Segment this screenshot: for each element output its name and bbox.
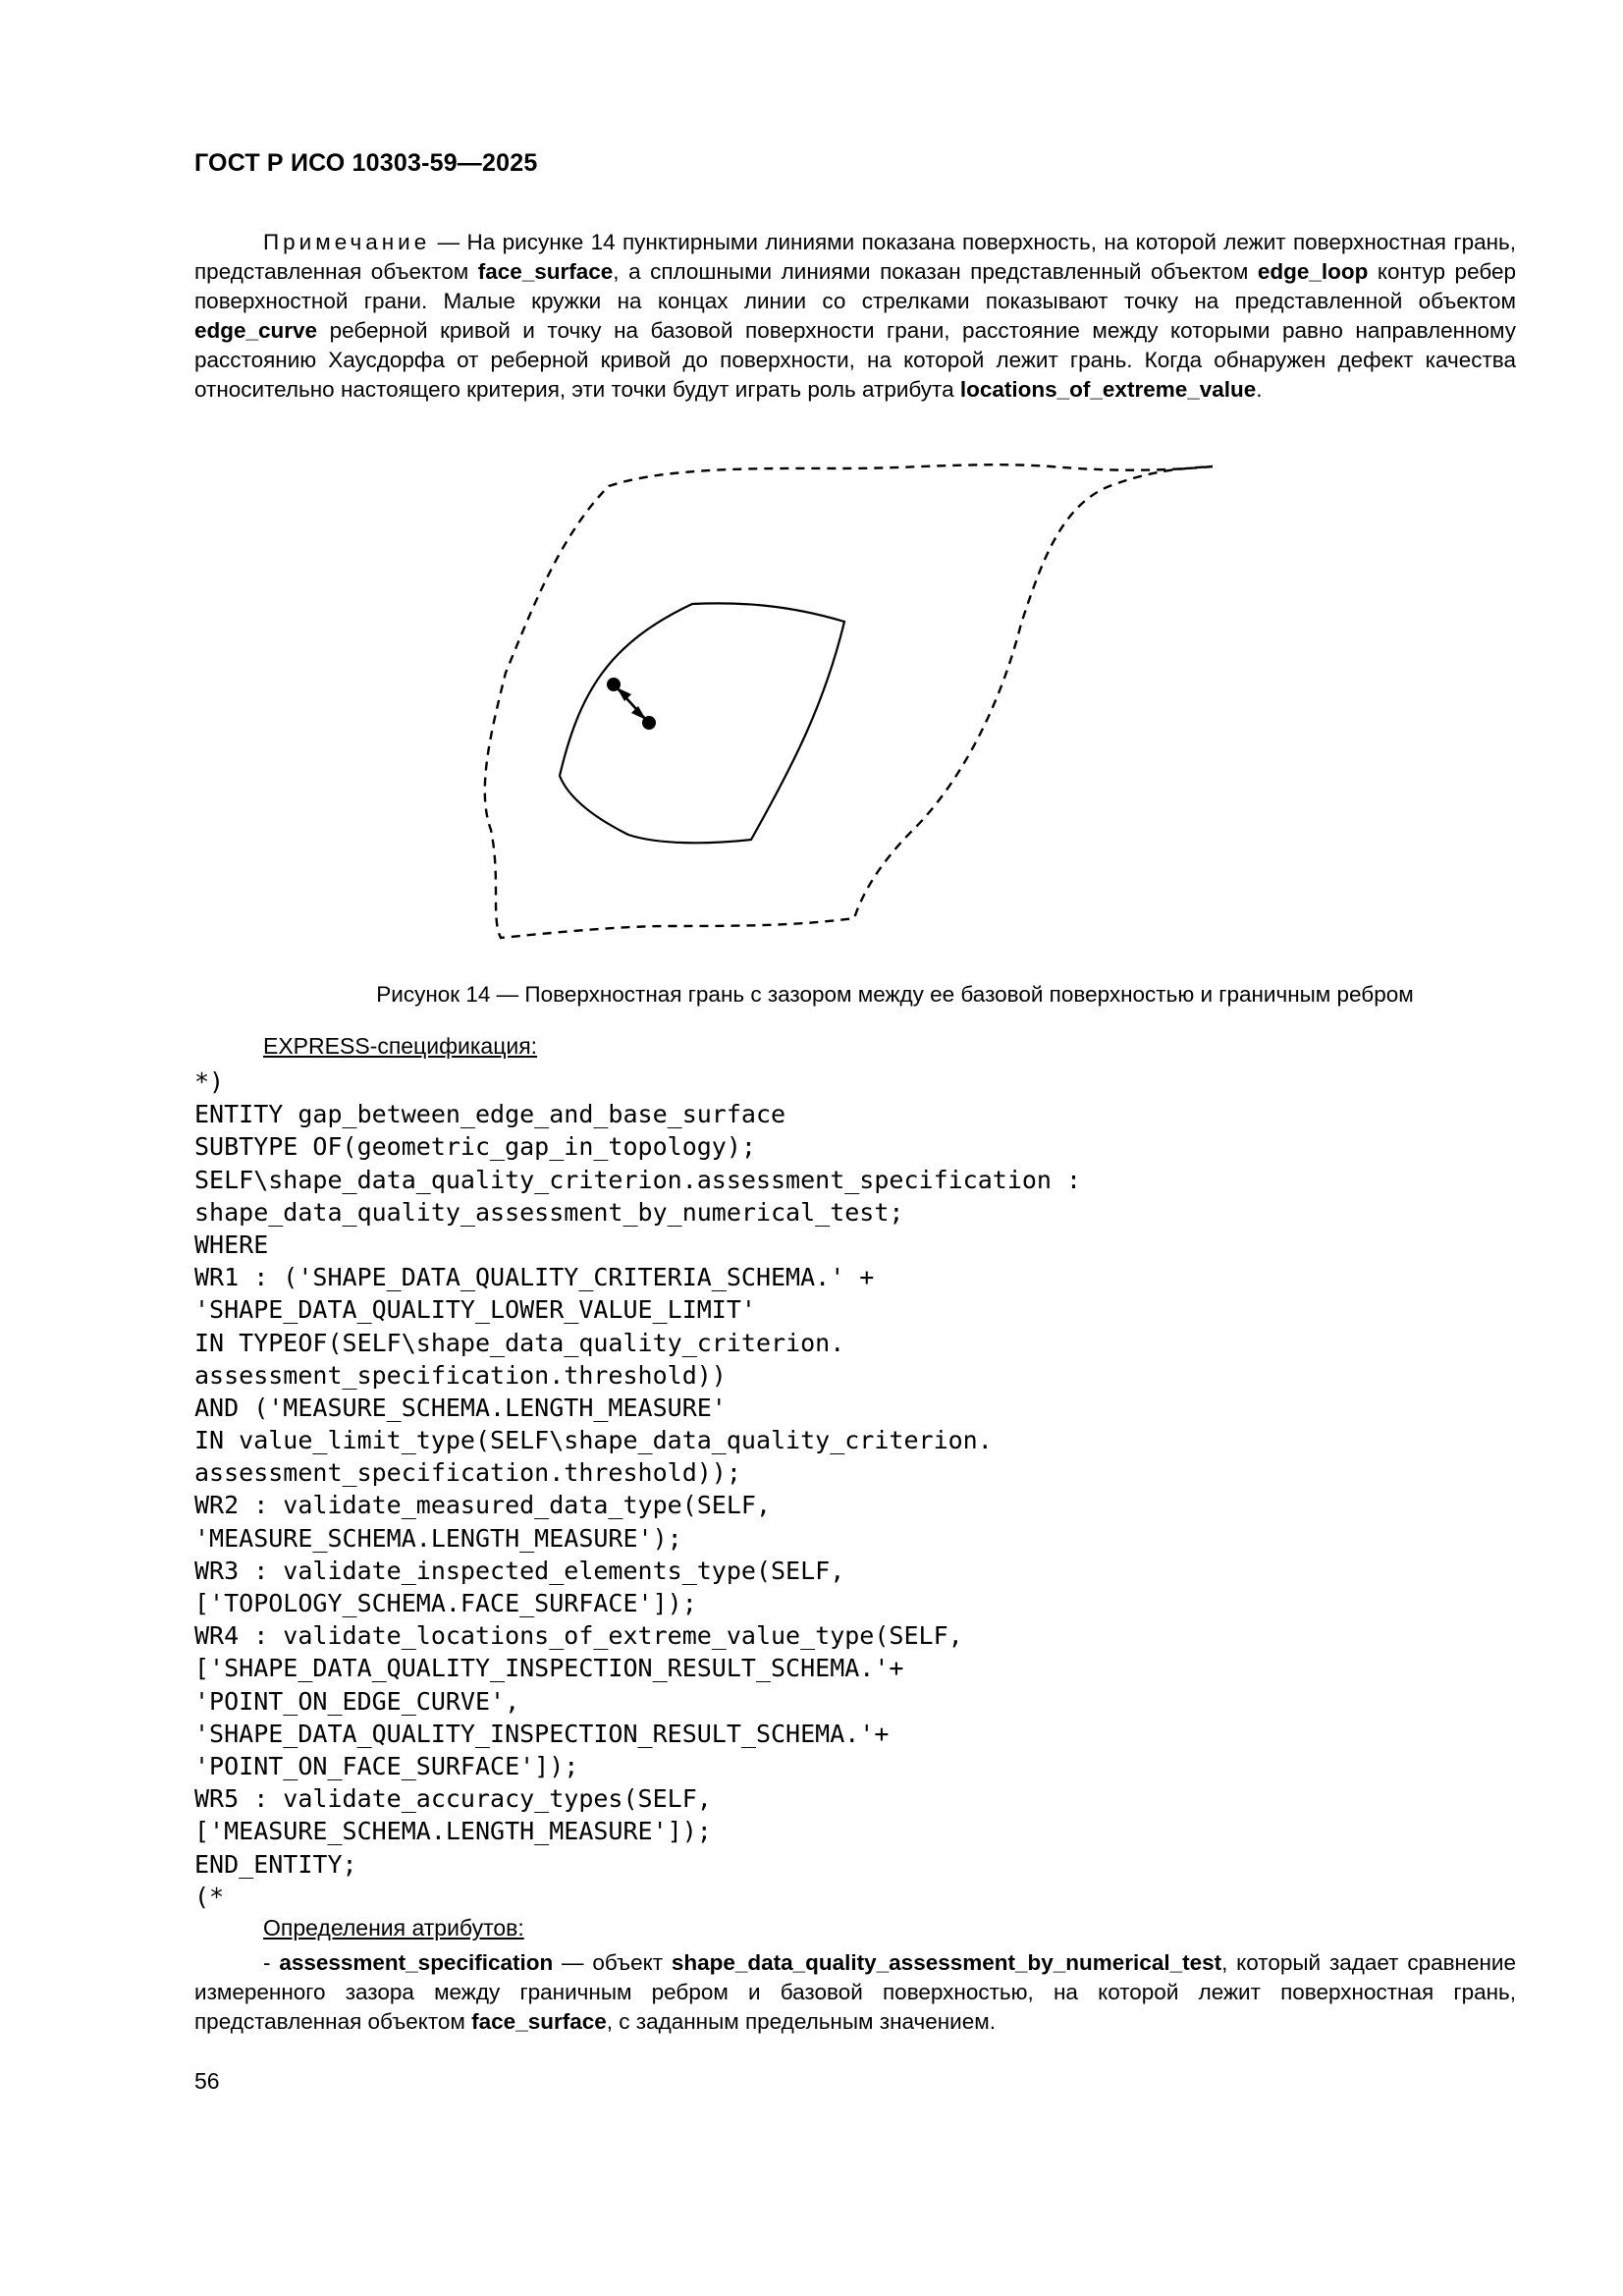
- express-code-line: 'SHAPE_DATA_QUALITY_LOWER_VALUE_LIMIT': [194, 1295, 756, 1325]
- attribute-definition: - assessment_specification — объект shape_data_quality_assessment_by_numerical_test, который задает сравнение измеренного зазора между граничным ребром и базовой поверхностью, на которой лежит поверхностная грань, представленная объектом face_surface, с заданным предельным значением.: [194, 1950, 1516, 2034]
- express-code-line: IN TYPEOF(SELF\shape_data_quality_criterion.: [194, 1328, 845, 1357]
- note-paragraph: Примечание — На рисунке 14 пунктирными линиями показана поверхность, на которой лежит поверхностная грань, представленная объектом face_surface, а сплошными линиями показан представленный объектом edge_loop контур ребер поверхностной грани. Малые кружки на концах линии со стрелками показывают точку на представленной объектом edge_curve реберной кривой и точку на базовой поверхности грани, расстояние между которыми равно направленному расстоянию Хаусдорфа от реберной кривой до поверхности, на которой лежит грань. Когда обнаружен дефект качества относительно настоящего критерия, эти точки будут играть роль атрибута locations_of_extreme_value.: [194, 230, 1516, 402]
- term-locations-of-extreme-value: locations_of_extreme_value: [959, 377, 1257, 402]
- express-code-line: assessment_specification.threshold)): [194, 1360, 727, 1390]
- express-code-line: *): [194, 1067, 225, 1096]
- gap-arrow-head-upper: [617, 687, 631, 701]
- note-lead: Примечание: [263, 230, 431, 254]
- express-code-line: (*: [194, 1882, 225, 1911]
- express-code-line: shape_data_quality_assessment_by_numerical_test;: [194, 1197, 904, 1227]
- edge-loop-outline: [560, 603, 844, 843]
- term-face-surface-2: face_surface: [471, 2009, 607, 2034]
- express-code-line: IN value_limit_type(SELF\shape_data_quality_criterion.: [194, 1426, 993, 1455]
- point-on-edge-curve: [607, 678, 621, 691]
- express-code-line: 'POINT_ON_EDGE_CURVE',: [194, 1686, 520, 1716]
- term-shape-data-quality-assessment: shape_data_quality_assessment_by_numerical_test: [671, 1950, 1222, 1975]
- express-code-line: WR5 : validate_accuracy_types(SELF,: [194, 1784, 712, 1814]
- term-assessment-specification: assessment_specification: [279, 1950, 554, 1975]
- express-code-line: 'MEASURE_SCHEMA.LENGTH_MEASURE');: [194, 1523, 682, 1553]
- express-code-line: WR3 : validate_inspected_elements_type(SELF,: [194, 1556, 845, 1585]
- express-code-line: ['MEASURE_SCHEMA.LENGTH_MEASURE']);: [194, 1817, 712, 1846]
- express-code-line: WHERE: [194, 1230, 269, 1259]
- base-surface-outline: [485, 465, 1213, 938]
- express-heading: EXPRESS-спецификация:: [263, 1033, 538, 1059]
- document-header: ГОСТ Р ИСО 10303-59—2025: [194, 149, 538, 177]
- attributes-heading: Определения атрибутов:: [263, 1915, 524, 1941]
- express-code-block: [194, 1066, 1081, 1913]
- express-code-line: AND ('MEASURE_SCHEMA.LENGTH_MEASURE': [194, 1393, 727, 1422]
- express-code-line: WR1 : ('SHAPE_DATA_QUALITY_CRITERIA_SCHEMA.' +: [194, 1263, 875, 1292]
- term-edge-loop: edge_loop: [1257, 259, 1369, 284]
- express-code-line: WR4 : validate_locations_of_extreme_value_type(SELF,: [194, 1621, 963, 1651]
- term-face-surface: face_surface: [477, 259, 614, 284]
- express-code-line: ['SHAPE_DATA_QUALITY_INSPECTION_RESULT_SCHEMA.'+: [194, 1654, 904, 1683]
- figure-surface-gap: [471, 447, 1237, 957]
- point-on-face-surface: [642, 716, 656, 730]
- express-code-line: SELF\shape_data_quality_criterion.assessment_specification :: [194, 1165, 1082, 1194]
- gap-arrow-head-lower: [631, 706, 646, 720]
- express-code-line: ENTITY gap_between_edge_and_base_surface: [194, 1100, 786, 1129]
- express-code-line: END_ENTITY;: [194, 1849, 357, 1879]
- express-code-line: 'POINT_ON_FACE_SURFACE']);: [194, 1751, 579, 1780]
- express-code-line: WR2 : validate_measured_data_type(SELF,: [194, 1491, 771, 1520]
- express-code-line: assessment_specification.threshold));: [194, 1458, 741, 1488]
- express-code-line: SUBTYPE OF(geometric_gap_in_topology);: [194, 1132, 756, 1162]
- figure-caption: Рисунок 14 — Поверхностная грань с зазором между ее базовой поверхностью и граничным ребром: [376, 982, 1414, 1007]
- express-code-line: 'SHAPE_DATA_QUALITY_INSPECTION_RESULT_SCHEMA.'+: [194, 1719, 890, 1748]
- express-code-line: ['TOPOLOGY_SCHEMA.FACE_SURFACE']);: [194, 1589, 697, 1617]
- term-edge-curve: edge_curve: [194, 318, 318, 343]
- page-number: 56: [194, 2068, 220, 2094]
